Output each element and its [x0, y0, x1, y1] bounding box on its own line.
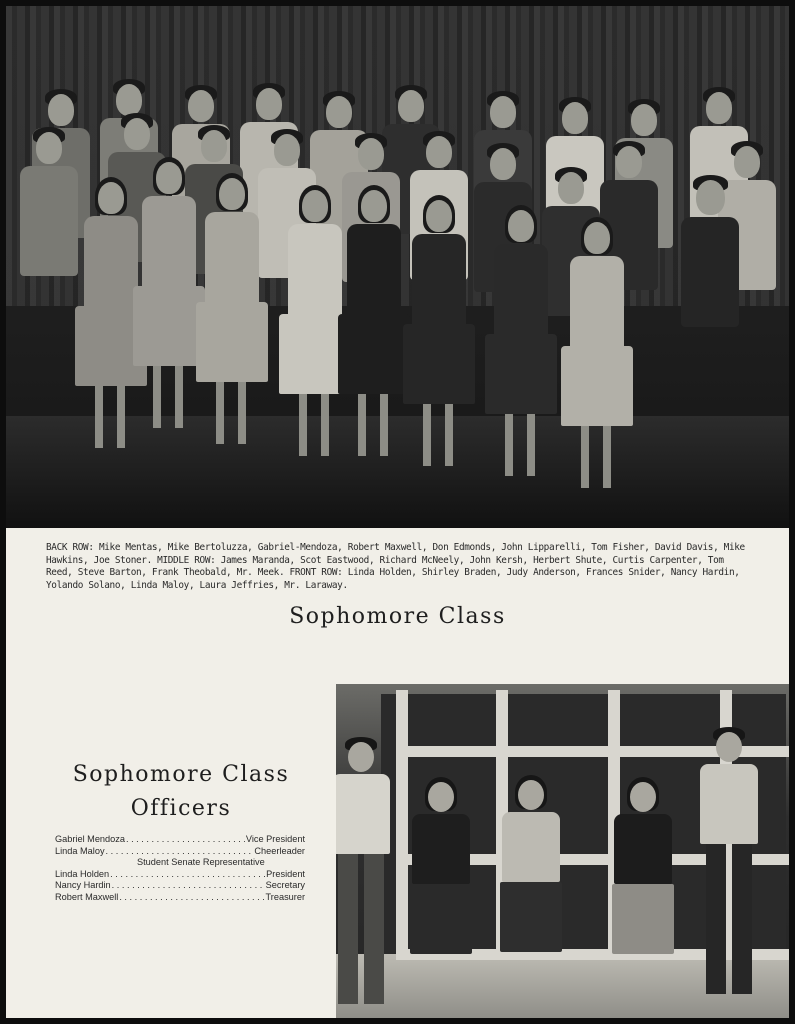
officer-name: Robert Maxwell [55, 891, 119, 902]
officer-name: Linda Maloy [55, 845, 105, 856]
officers-heading-line2: Officers [130, 796, 232, 821]
officers-list [55, 834, 305, 904]
officer-name: Linda Holden [55, 868, 110, 879]
leader-dots [119, 892, 264, 904]
officer-row [55, 880, 305, 892]
officer-row [55, 892, 305, 904]
officer-row [55, 869, 305, 881]
officer-role: Vice President [245, 834, 305, 844]
class-officers-photo [336, 684, 789, 1018]
sophomore-class-group-photo [6, 6, 789, 528]
leader-dots [126, 834, 245, 846]
yearbook-page [6, 6, 789, 1018]
officer-role: Cheerleader [254, 845, 305, 856]
officers-heading-line1: Sophomore Class [72, 762, 290, 787]
officer-name: Nancy Hardin [55, 880, 111, 891]
group-photo-caption: BACK ROW: Mike Mentas, Mike Bertoluzza, Gabriel-Mendoza, Robert Maxwell, Don Edmonds, John Lipparelli, Tom Fisher, David Davis, Mike Hawkins, Joe Stoner. MIDDLE ROW: James Maranda, Scot Eastwood, Richard McNeely, John Kersh, Herbert Shute, Curtis Carpenter, Tom Reed, Steve Barton, Frank Theobald, Mr. Meek. FRONT ROW: Linda Holden, Shirley Braden, Judy Anderson, Frances Snider, Nancy Hardin, Yolando Solano, Linda Maloy, Laura Jeffries, Mr. Laraway. [46, 542, 745, 591]
officer-row [55, 834, 305, 846]
leader-dots [112, 880, 265, 892]
officer-role-continued: Student Senate Representative [137, 857, 265, 868]
window-frame-bar [396, 690, 408, 958]
officer-role: President [266, 868, 305, 879]
officer-name: Gabriel Mendoza [55, 834, 125, 844]
officers-heading [36, 758, 326, 826]
officer-role: Treasurer [265, 891, 305, 902]
officer-row [55, 846, 305, 858]
leader-dots [110, 869, 265, 881]
officer-role: Secretary [265, 880, 305, 891]
leader-dots [106, 846, 254, 858]
page-title: Sophomore Class [289, 604, 506, 629]
